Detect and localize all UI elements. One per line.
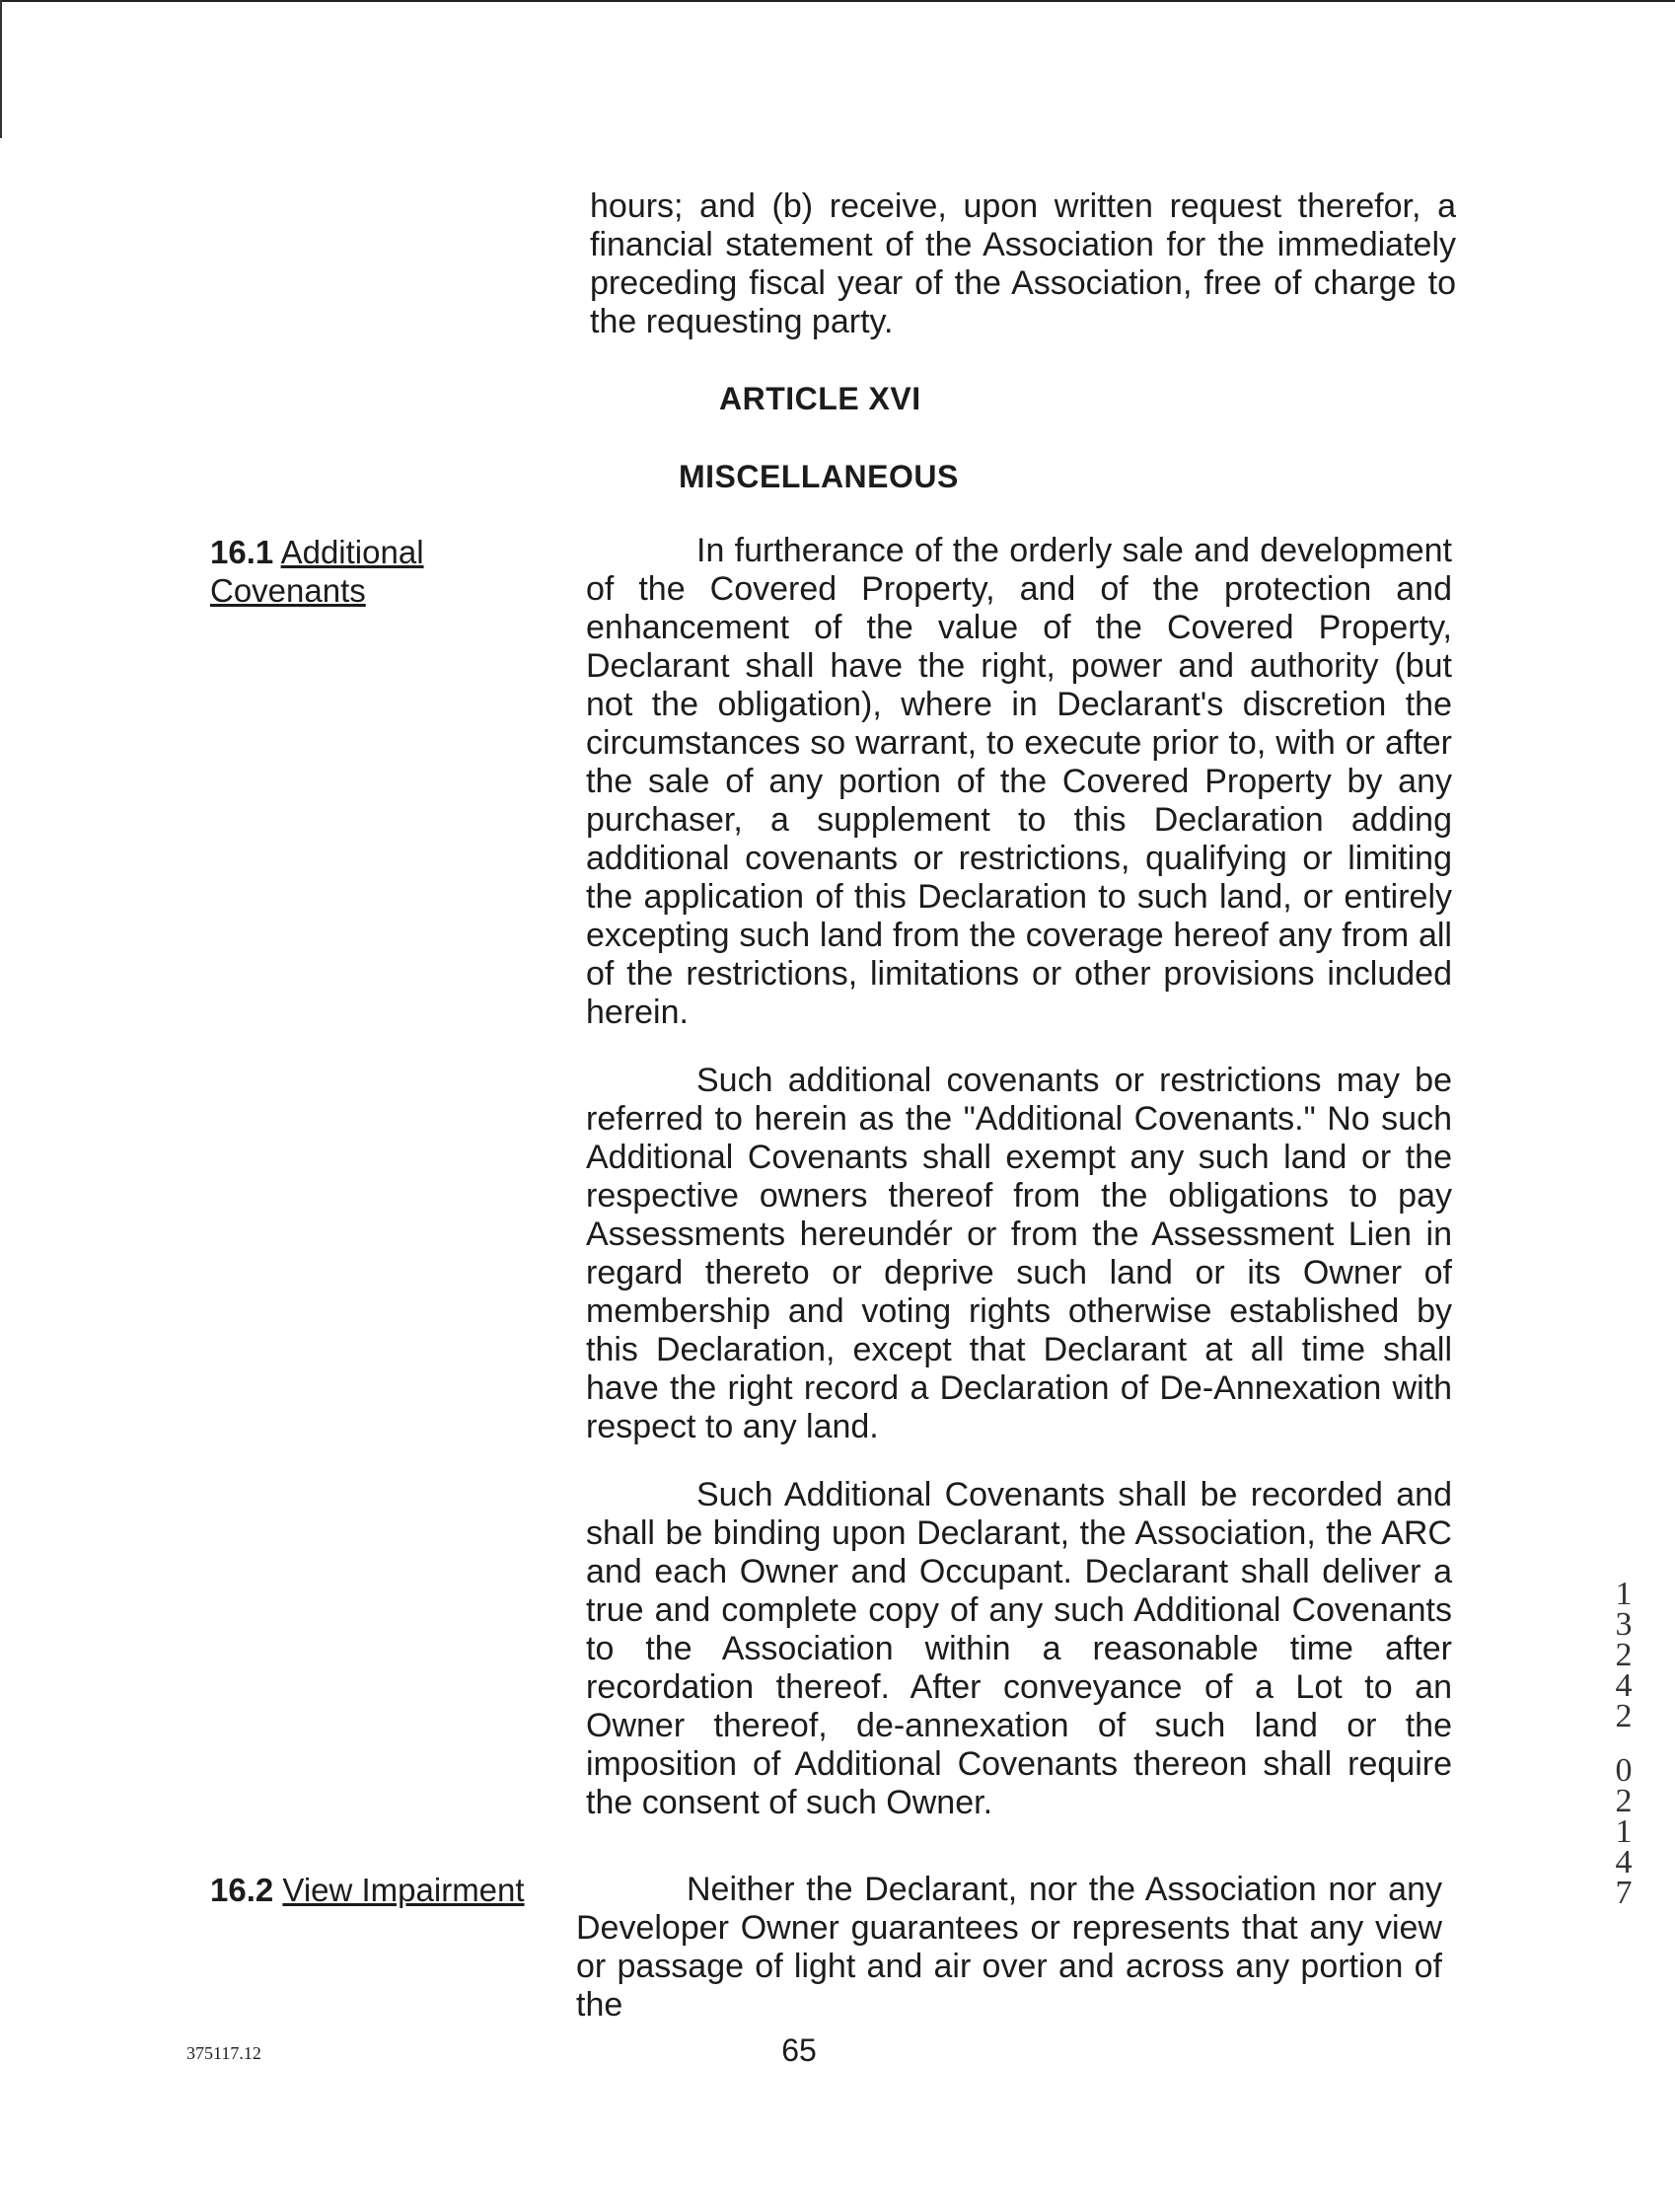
recording-number-part2: 02147 xyxy=(1615,1752,1633,1911)
scan-edge-left xyxy=(0,0,2,138)
section-16-2-label xyxy=(210,1871,525,1909)
section-paragraph: Such Additional Covenants shall be recorded and shall be binding upon Declarant, the Association, the ARC and each Owner and Occupant. Declarant shall deliver a true and complete copy of any such Additional Covenants to the Association within a reasonable time after recordation thereof. After conveyance of a Lot to an Owner thereof, de-annexation of such land or the imposition of Additional Covenants thereon shall require the consent of such Owner. xyxy=(586,1476,1452,1821)
section-title-continued: Covenants xyxy=(210,572,366,609)
section-title: Additional xyxy=(280,534,424,570)
section-paragraph: Such additional covenants or restrictions may be referred to herein as the "Additional Covenants." No such Additional Covenants shall exempt any such land or the respective owners thereof from the obligations to pay Assessments hereundér or from the Assessment Lien in regard thereto or deprive such land or its Owner of membership and voting rights otherwise established by this Declaration, except that Declarant at all time shall have the right record a Declaration of De-Annexation with respect to any land. xyxy=(586,1062,1452,1445)
document-id: 375117.12 xyxy=(186,2043,261,2063)
section-number: 16.2 xyxy=(210,1872,274,1908)
section-title: View Impairment xyxy=(282,1872,525,1908)
section-16-1-body xyxy=(586,532,1452,1822)
article-title: MISCELLANEOUS xyxy=(679,459,959,494)
section-paragraph: In furtherance of the orderly sale and development of the Covered Property, and of the protection and enhancement of the value of the Covered Property, Declarant shall have the right, power and authority (but not the obligation), where in Declarant's discretion the circumstances so warrant, to execute prior to, with or after the sale of any portion of the Covered Property by any purchaser, a supplement to this Declaration adding additional covenants or restrictions, qualifying or limiting the application of this Declaration to such land, or entirely excepting such land from the coverage hereof any from all of the restrictions, limitations or other provisions included herein. xyxy=(586,532,1452,1031)
intro-paragraph: hours; and (b) receive, upon written request therefor, a financial statement of the Association for the immediately preceding fiscal year of the Association, free of charge to the requesting party. xyxy=(590,187,1456,340)
scan-edge-top xyxy=(0,0,1675,2)
article-heading: ARTICLE XVI xyxy=(719,381,921,416)
page-number: 65 xyxy=(781,2032,817,2068)
recording-number xyxy=(1608,1576,1639,1911)
section-paragraph: Neither the Declarant, nor the Association nor any Developer Owner guarantees or represents that any view or passage of light and air over and across any portion of the xyxy=(576,1871,1442,2024)
recording-number-part1: 13242 xyxy=(1615,1576,1633,1734)
section-16-2-body xyxy=(576,1871,1442,2025)
section-number: 16.1 xyxy=(210,534,274,570)
section-16-1-label xyxy=(210,533,424,610)
